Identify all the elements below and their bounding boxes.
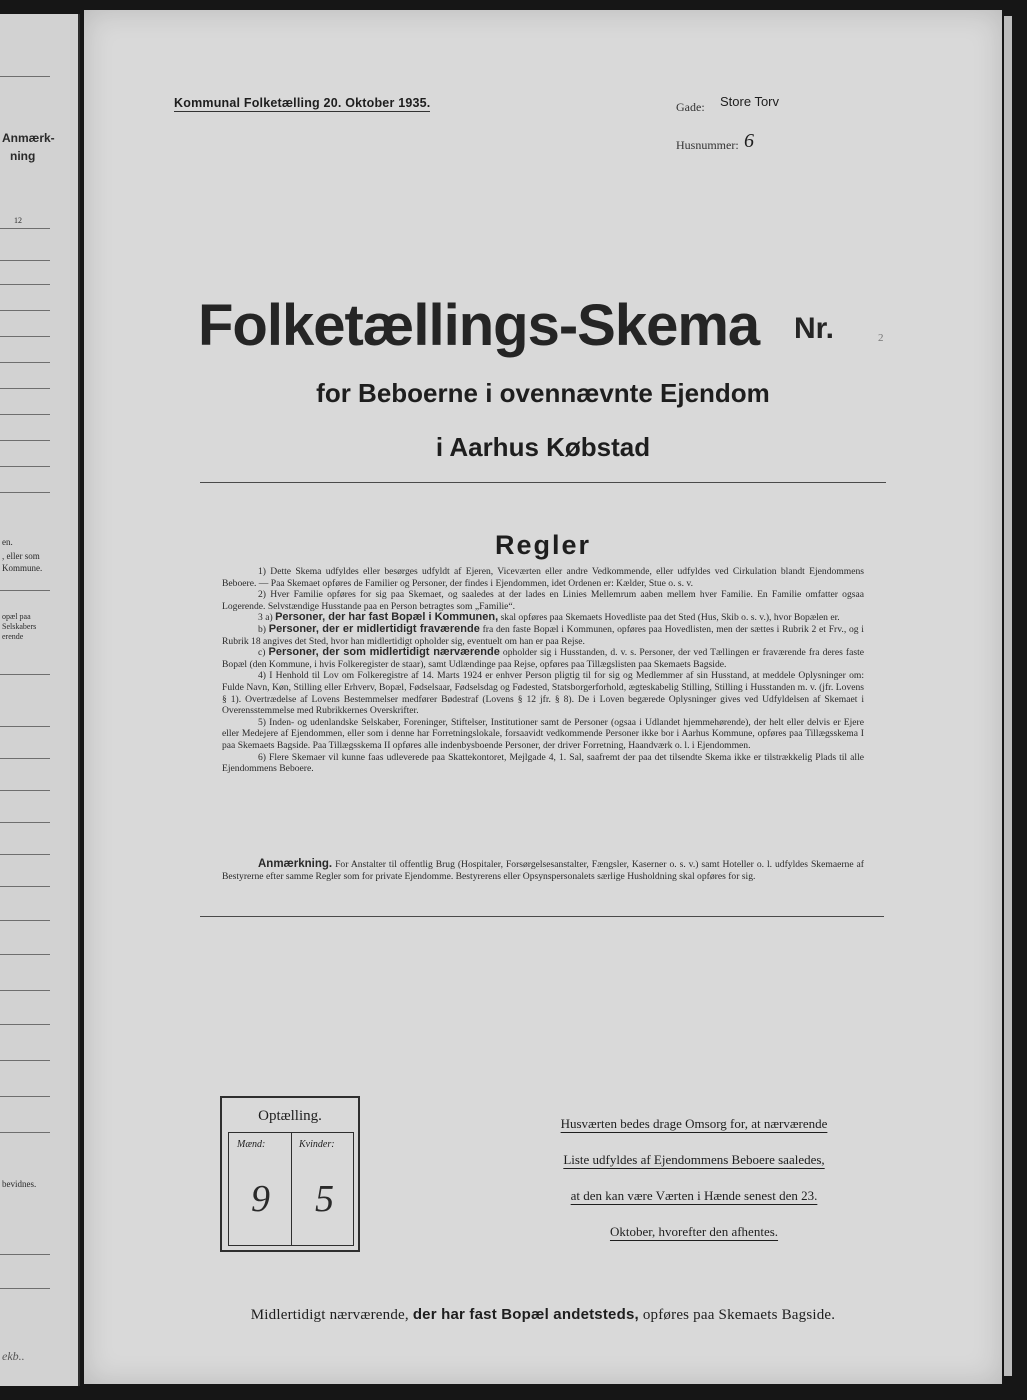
left-note-text: en. bbox=[2, 537, 13, 547]
rules-text bbox=[222, 566, 864, 775]
rule-2: 2) Hver Familie opføres for sig paa Skemaet, og saaledes at der lades en Linies Mellemrum aaben mellem hver Familie. En Familie omfatter ogsaa Logerende. Selvstændige Husstande paa en Person betragtes som „Familie“. bbox=[222, 589, 864, 612]
left-note-text: erende bbox=[2, 632, 24, 641]
rule-5: 5) Inden- og udenlandske Selskaber, Foreninger, Stiftelser, Institutioner samt de Personer (ogsaa i Udlandet hjemmehørende), der helt eller delvis er Ejere eller Medejere af Ejendommen, eller som i denne har Forretningslokale, forsaavidt vedkommende Personer ikke bor i Aarhus Kommune, opføres paa Tillægsskema I paa Skemaets Bagside. Paa Tillægsskema II opføres alle indenbysboende Personer, der driver Forretning, Haandværk o. l. i Ejendommen. bbox=[222, 716, 864, 751]
form-line bbox=[0, 76, 50, 77]
form-line bbox=[0, 886, 50, 887]
form-line bbox=[0, 414, 50, 415]
notice-line: Oktober, hvorefter den afhentes. bbox=[609, 1224, 779, 1239]
left-note-text: bevidnes. bbox=[2, 1179, 37, 1189]
column-number: 12 bbox=[14, 216, 22, 225]
rule-3a-number: 3 a) bbox=[258, 612, 273, 624]
form-line bbox=[0, 590, 50, 591]
left-note-text: opæl paa bbox=[2, 612, 31, 621]
house-number-value: 6 bbox=[744, 130, 754, 152]
street-label: Gade: bbox=[676, 100, 705, 114]
form-number-label: Nr. bbox=[794, 312, 835, 345]
form-line bbox=[0, 228, 50, 229]
landlord-notice bbox=[524, 1106, 864, 1250]
form-line bbox=[0, 822, 50, 823]
form-line bbox=[0, 260, 50, 261]
form-line bbox=[0, 920, 50, 921]
handwritten-fragment: ekb.. bbox=[2, 1349, 25, 1363]
form-line bbox=[0, 1132, 50, 1133]
form-line bbox=[0, 674, 50, 675]
form-line bbox=[0, 466, 50, 467]
women-label: Kvinder: bbox=[299, 1139, 335, 1150]
house-number-label: Husnummer: bbox=[676, 138, 739, 152]
rule-4: 4) I Henhold til Lov om Folkeregistre af 14. Marts 1924 er enhver Person pligtig til for sig og Medlemmer af sin Husstand, at meddele Oplysninger om: Fulde Navn, Køn, Stilling eller Erhverv, Bopæl, Fødselsaar, Fødselsdag og Fødested, Statsborgerforhold, ægteskabelig Stilling, Stilling i Husstanden m. v. (jfr. Lovens § 1). Overtrædelse af Lovens Bestemmelser medfører Bødestraf (Lovens § 12 jfr. § 8). De i Loven begærede Oplysninger gives ved Udfyldelsen af Skemaet i Overensstemmelse med Rubrikkernes Overskrifter. bbox=[222, 670, 864, 717]
rule-6: 6) Flere Skemaer vil kunne faas udleverede paa Skattekontoret, Mejlgade 4, 1. Sal, saafremt der paa det tilsendte Skema ikke er tilstrækkelig Plads til alle Ejendommens Beboere. bbox=[222, 751, 864, 775]
rule-3c bbox=[222, 647, 864, 670]
form-line bbox=[0, 790, 50, 791]
rules-heading: Regler bbox=[494, 530, 592, 560]
page-edge bbox=[1004, 16, 1012, 1376]
left-note-text: Kommune. bbox=[2, 563, 43, 573]
form-line bbox=[0, 726, 50, 727]
form-subtitle-city: i Aarhus Købstad bbox=[435, 432, 651, 462]
count-divider bbox=[291, 1133, 292, 1245]
form-number-mark: 2 bbox=[878, 332, 884, 344]
footer-highlight: der har fast Bopæl andetsteds, bbox=[412, 1306, 639, 1323]
rule-3a-text: skal opføres paa Skemaets Hovedliste paa det Sted (Hus, Skib o. s. v.), hvor Bopælen er. bbox=[500, 612, 840, 624]
form-line bbox=[0, 336, 50, 337]
count-grid bbox=[228, 1132, 354, 1246]
form-line bbox=[0, 1060, 50, 1061]
women-count: 5 bbox=[315, 1178, 334, 1220]
count-box bbox=[220, 1096, 360, 1252]
street-value: Store Torv bbox=[720, 94, 780, 109]
remark-label: Anmærkning. bbox=[258, 858, 333, 870]
rule-3c-text: opholder sig i Husstanden, d. v. s. Personer, der ved Tællingen er fraværende fra deres faste Bopæl (den Kommune, i hvis Folkeregister de staar), samt Udlændinge paa Rejse, opføres paa Tillægslisten paa Skemaets Bagside. bbox=[222, 647, 864, 670]
divider bbox=[200, 916, 884, 917]
rule-3b-number: b) bbox=[258, 623, 266, 635]
divider bbox=[200, 482, 886, 483]
rule-3b-highlight: Personer, der er midlertidigt fraværende bbox=[268, 622, 480, 635]
footer-note bbox=[84, 1306, 1002, 1324]
footer-text: Midlertidigt nærværende, bbox=[250, 1307, 409, 1323]
rule-3b bbox=[222, 624, 864, 647]
left-note-text: , eller som bbox=[2, 551, 40, 561]
form-line bbox=[0, 954, 50, 955]
form-line bbox=[0, 284, 50, 285]
form-line bbox=[0, 310, 50, 311]
notice-line: Liste udfyldes af Ejendommens Beboere saaledes, bbox=[563, 1152, 825, 1167]
form-line bbox=[0, 1024, 50, 1025]
rule-1: 1) Dette Skema udfyldes eller besørges udfyldt af Ejeren, Viceværten eller andre Vedkommende, eller udfyldes ved Cirkulation blandt Ejendommens Beboere. — Paa Skemaet opføres de Familier og Personer, der findes i Ejendommen, idet Ordenen er: Kælder, Stue o. s. v. bbox=[222, 566, 864, 589]
form-title: Folketællings-Skema bbox=[198, 293, 760, 358]
form-line bbox=[0, 492, 50, 493]
census-form-page bbox=[84, 10, 1002, 1384]
men-label: Mænd: bbox=[237, 1139, 266, 1150]
footer-text: opføres paa Skemaets Bagside. bbox=[642, 1307, 836, 1323]
form-line bbox=[0, 1096, 50, 1097]
notice-line: Husværten bedes drage Omsorg for, at nærværende bbox=[560, 1116, 828, 1131]
form-line bbox=[0, 1254, 50, 1255]
rule-3c-highlight: Personer, der som midlertidigt nærværende bbox=[268, 646, 500, 659]
previous-page-strip bbox=[0, 14, 80, 1386]
notice-line: at den kan være Værten i Hænde senest den 23. bbox=[570, 1188, 818, 1203]
rule-3c-number: c) bbox=[258, 647, 266, 659]
rule-3a-highlight: Personer, der har fast Bopæl i Kommunen, bbox=[275, 611, 499, 624]
form-subtitle: for Beboerne i ovennævnte Ejendom bbox=[316, 378, 770, 408]
left-column-header-cont: ning bbox=[10, 149, 36, 163]
census-header: Kommunal Folketælling 20. Oktober 1935. bbox=[174, 96, 431, 110]
count-title: Optælling. bbox=[258, 1108, 322, 1124]
form-line bbox=[0, 990, 50, 991]
form-line bbox=[0, 1288, 50, 1289]
remark-note bbox=[222, 858, 864, 883]
rule-3b-text: fra den faste Bopæl i Kommunen, opføres paa Hovedlisten, men der sættes i Rubrik 2 et Frv., og i Rubrik 18 angives det Sted, hvor han midlertidigt opholder sig, eventuelt om han er paa Rejse. bbox=[222, 623, 864, 647]
men-count: 9 bbox=[251, 1178, 270, 1220]
form-line bbox=[0, 758, 50, 759]
left-note-text: Selskabers bbox=[2, 622, 37, 631]
form-line bbox=[0, 362, 50, 363]
left-column-header: Anmærk- bbox=[2, 131, 55, 145]
form-line bbox=[0, 388, 50, 389]
form-line bbox=[0, 440, 50, 441]
remark-text: For Anstalter til offentlig Brug (Hospitaler, Forsørgelsesanstalter, Fængsler, Kaserner o. s. v.) samt Hoteller o. l. udfyldes Skemaerne af Bestyrerne efter samme Regler som for private Ejendomme. Bestyrerens eller Opsynspersonalets særlige Husholdning skal opføres for sig. bbox=[222, 859, 864, 882]
form-line bbox=[0, 854, 50, 855]
